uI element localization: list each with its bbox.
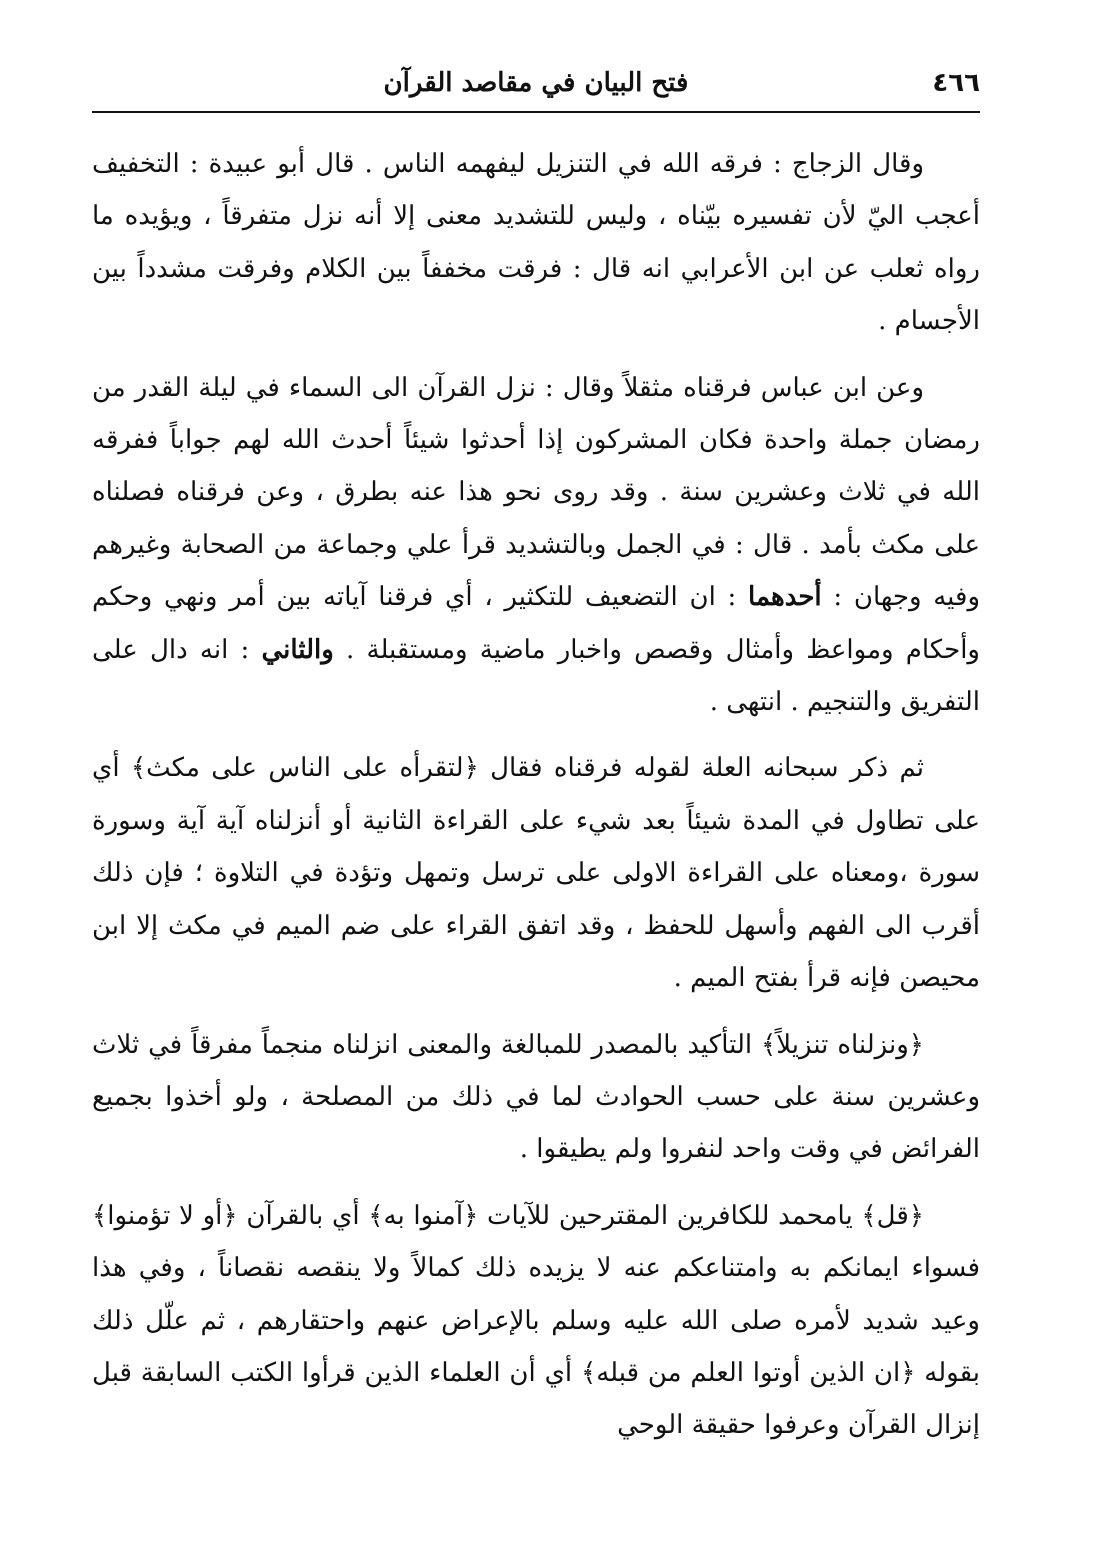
paragraph-5: ﴿قل﴾ يامحمد للكافرين المقترحين للآيات ﴿آمنوا به﴾ أي بالقرآن ﴿أو لا تؤمنوا﴾ فسواء ايمانكم به وامتناعكم عنه لا يزيده ذلك كمالاً ولا ينقصه نقصاناً ، وفي هذا وعيد شديد لأمره صلى الله عليه وسلم بالإعراض عنهم واحتقارهم ، ثم علّل ذلك بقوله ﴿ان الذين أوتوا العلم من قبله﴾ أي أن العلماء الذين قرأوا الكتب السابقة قبل إنزال القرآن وعرفوا حقيقة الوحي [92,1200,980,1441]
paragraph-2 [92,362,980,729]
page-header [92,62,980,110]
paragraph-2-part-2: : ان التضعيف للتكثير ، أي فرقنا آياته بين أمر ونهي وحكم وأحكام ومواعظ وأمثال وقصص واخبار ماضية ومستقبلة . [92,582,980,665]
paragraph-2-part-1: وعن ابن عباس فرقناه مثقلاً وقال : نزل القرآن الى السماء في ليلة القدر من رمضان جملة واحدة فكان المشركون إذا أحدثوا شيئاً أحدث الله لهم جواباً ففرقه الله في ثلاث وعشرين سنة . وقد روى نحو هذا عنه بطرق ، وعن فرقناه فصلناه على مكث بأمد . قال : في الجمل وبالتشديد قرأ علي وجماعة من الصحابة وغيرهم وفيه وجهان : [92,372,981,613]
body-text [92,138,980,1466]
paragraph-2-bold-term-1: أحدهما [748,582,822,613]
paragraph-2-part-3: : انه دال على التفريق والتنجيم . انتهى . [92,634,980,718]
paragraph-4: ﴿ونزلناه تنزيلاً﴾ التأكيد بالمصدر للمبالغة والمعنى انزلناه منجماً مفرقاً في ثلاث وعشرين سنة على حسب الحوادث لما في ذلك من المصلحة ، ولو أخذوا بجميع الفرائض في وقت واحد لنفروا ولم يطيقوا . [92,1029,980,1165]
paragraph-3: ثم ذكر سبحانه العلة لقوله فرقناه فقال ﴿لتقرأه على الناس على مكث﴾ أي على تطاول في المدة شيئاً بعد شيء على القراءة الثانية أو أنزلناه آية آية وسورة سورة ،ومعناه على القراءة الاولى على ترسل وتمهل وتؤدة في التلاوة ؛ فإن ذلك أقرب الى الفهم وأسهل للحفظ ، وقد اتفق القراء على ضم الميم في مكث إلا ابن محيصن فإنه قرأ بفتح الميم . [92,753,980,994]
running-title: فتح البيان في مقاصد القرآن [383,68,689,98]
header-divider [92,111,980,113]
paragraph-2-bold-term-2: والثاني [261,634,334,665]
paragraph-1: وقال الزجاج : فرقه الله في التنزيل ليفهمه الناس . قال أبو عبيدة : التخفيف أعجب اليّ لأن تفسيره بيّناه ، وليس للتشديد معنى إلا أنه نزل متفرقاً ، ويؤيده ما رواه ثعلب عن ابن الأعرابي انه قال : فرقت مخففاً بين الكلام وفرقت مشدداً بين الأجسام . [92,149,980,337]
page-number: ٤٦٦ [932,68,980,98]
